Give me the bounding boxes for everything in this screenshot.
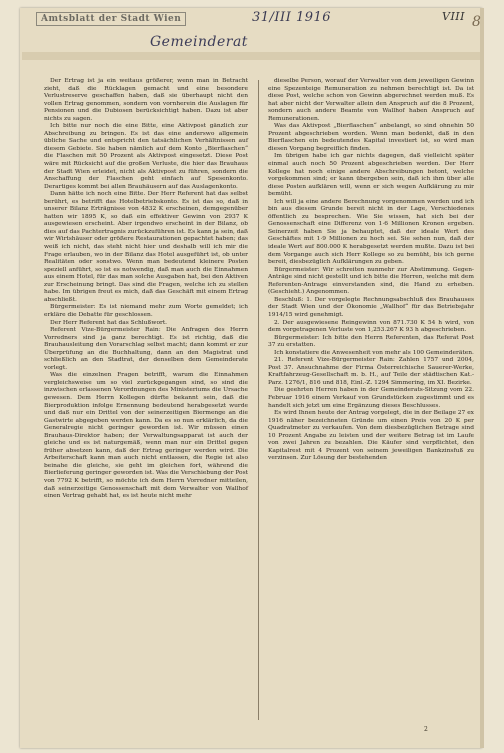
clipping-edge <box>480 8 484 748</box>
clipping-header <box>36 10 482 32</box>
paste-strip <box>22 52 482 60</box>
folio-number: 8 <box>472 14 482 30</box>
paragraph: Bürgermeister: Wir schreiten nunmehr zur Abstimmung. Gegen-Anträge sind nicht gestellt und ich bitte die Herren, welche mit dem Referenten-Antrage einverstanden sind, die Hand zu erheben. (Geschieht.) Angenommen. <box>268 266 474 296</box>
paragraph: Ich bitte nur noch die eine Bitte, eine Aktivpost gänzlich zur Abschreibung zu bringen. Es ist das eine anderswo allgemein übliche Sache und entspricht den tatsächlichen Verhältnissen auf diesem Gebiete. Sie haben nämlich auf dem Konto „Bierflaschen“ die Flaschen mit 50 Prozent als Aktivpost eingesetzt. Diese Post wäre mit Rücksicht auf die großen Verluste, die hier das Brauhaus der Stadt Wien erleidet, nicht als Aktivpost zu führen, sondern die Anschaffung der Flaschen geht einfach auf Spesenkonto. Derartiges kommt bei allen Brauhäusern auf das Auslagenkonto. <box>44 123 248 190</box>
paragraph: 2. Der ausgewiesene Reingewinn von 871.730 K 54 h wird, von dem vorgetragenen Verluste von 1,253.267 K 93 h abgeschrieben. <box>268 319 474 334</box>
archive-stamp: Amtsblatt der Stadt Wien <box>36 12 186 26</box>
paragraph: Der Herr Referent hat das Schlußwort. <box>50 319 168 326</box>
paragraph: 21. Referent Vize-Bürgermeister Rain: Zahlen 1757 und 2004, Post 37. Ansuchnahme der Firma Österreichische Sauerer-Werke, Kraftfahrzeug-Gesellschaft m. b. H., auf Teile der städtischen Kat.-Parz. 1276/1, 816 und 818, Einl.-Z. 1294 Simmering, im XI. Bezirke. <box>268 357 474 386</box>
paragraph: Der Ertrag ist ja ein weitaus größerer, wenn man in Betracht zieht, daß die Rücklagen gemacht und eine besondere Verlustreserve geschaffen haben, daß sie überhaupt nicht den vollen Ertrag genommen, sondern von vornherein die Auslagen für Pensionen und die Dubiosen berücksichtigt haben. Dazu ist aber nichts zu sagen. <box>44 78 248 122</box>
paragraph: Die geehrten Herren haben in der Gemeinderats-Sitzung vom 22. Februar 1916 einem Verkauf von Grundstücken zugestimmt und es handelt sich jetzt um eine Ergänzung dieses Beschlusses. <box>268 387 474 409</box>
paragraph: Was das Aktivpost „Bierflaschen“ anbelangt, so sind ohnehin 50 Prozent abgeschrieben worden. Wenn man bedenkt, daß in den Bierflaschen ein bedeutendes Kapital investiert ist, so wird man diesen Vorgang begreiflich finden. <box>268 123 474 152</box>
left-column <box>44 78 248 501</box>
column-rule <box>258 80 259 720</box>
right-column <box>268 78 474 463</box>
paragraph: Was die einzelnen Fragen betrifft, warum die Einnahmen vergleichsweise um so viel zurückgegangen sind, so sind die inzwischen erlassenen Verordnungen des Ministeriums die Ursache gewesen. Dem Herrn Kollegen dürfte bekannt sein, daß die Bierproduktion infolge Ernennung bedeutend herabgesetzt wurde und daß nur ein Drittel von der seinerzeitigen Biermenge an die Gastwirte abgegeben werden kann. Da es so nun erklärlich, da die Generalregie nicht geringer geworden ist. Wir müssen einen Brauhaus-Direktor haben; der Verwaltungsapparat ist auch der gleiche und es ist naturgemäß, wenn man nur ein Drittel gegen früher absetzen kann, daß der Ertrag geringer werden wird. Die Arbeiterschaft kann man auch nicht entlassen, die Regie ist also beinahe die gleiche, sie geht im gleichen fort, während die Bierlieferung geringer geworden ist. Was die Verschiebung der Post von 7792 K betrifft, so möchte ich dem Herrn Vorredner mitteilen, daß seinerzeitige Genossenschaft mit dem Verwalter von Wallhof einen Vertrag gehabt hat, es ist heute nicht mehr <box>44 372 248 500</box>
paragraph: Bürgermeister: Es ist niemand mehr zum Worte gemeldet; ich erkläre die Debatte für geschlossen. <box>44 304 248 318</box>
handwritten-date: 31/III 1916 <box>252 10 332 25</box>
volume-numeral: VIII <box>442 10 465 23</box>
paragraph: Dann hätte ich noch eine Bitte. Der Herr Referent hat das selbst berührt, es betrifft das Hotelbetriebskonto. Es ist das so, daß in unserer Bilanz Erträgnisse von 4832 K erscheinen, demgegenüber hatten wir 1895 K, so daß ein effektiver Gewinn von 2937 K ausgewiesen erscheint. Aber irgendwo erscheint in der Bilanz, ob dies auf das Pachtertragnis zurückzuführen ist. Es kann ja sein, daß wir Wirtshäuser oder größere Restaurationen gepachtet haben; das weiß ich nicht, das steht nicht hier und deshalb will ich mir die Frage erlauben, wo in der Bilanz das Hotel ausgeführt ist, ob unter Realitäten oder sonstwo. Wenn man bedeutend kleinere Posten speziell anführt, so ist es notwendig, daß man auch die Einnahmen aus einem Hotel, für das man solche Ausgaben hat, bei den Aktiven zur Erscheinung bringt. Das sind die Fragen, welche ich zu stellen habe. Im übrigen freut es mich, daß das Geschäft mit einem Ertrag abschließt. <box>44 191 248 303</box>
paragraph: Referent Vize-Bürgermeister Rain: Die Anfragen des Herrn Vorredners sind ja ganz berechtigt. Es ist richtig, daß die Brauhausleitung den Vorarschlag selbst macht; dann kommt er zur Überprüfung an die Buchhaltung, dann an den Magistrat und schließlich an den Stadtrat, der denselben dem Gemeinderate vorlegt. <box>44 327 248 371</box>
paragraph: Bürgermeister: Ich bitte den Herrn Referenten, das Referat Post 37 zu erstatten. <box>268 334 474 349</box>
page-number: 2 <box>424 726 428 733</box>
paragraph: Beschluß: 1. Der vorgelegte Rechnungsabschluß des Brauhauses der Stadt Wien und der Ökonomie „Wallhof“ für das Betriebsjahr 1914/15 wird genehmigt. <box>268 296 474 318</box>
paragraph: dieselbe Person, worauf der Verwalter von dem jeweiligen Gewinn eine Spezenteige Remuneration zu nehmen berechtigt ist. Da ist diese Post, welche schon von Gewinn abgerechnet werden muß. Es hat aber nicht der Verwalter allein den Anspruch auf die 8 Prozent, sondern auch andere Beamte von Wallhof haben Anspruch auf Remunerationen. <box>268 78 474 122</box>
paragraph: Ich will ja eine andere Berechnung vorgenommen werden und ich bin aus diesem Grunde bereit nicht in der Lage, Verschiedenes öffentlich zu besprechen. Wie Sie wissen, hat sich bei der Genossenschaft eine Differenz von 1·6 Millionen Kronen ergeben. Seinerzeit haben Sie ja behauptet, daß der ideale Wert des Geschäftes mit 1·9 Millionen zu hoch sei. Sie sehen nun, daß der ideale Wert auf 800.000 K herabgesetzt werden mußte. Dazu ist bei dem Vorgange auch sich Herr Kollege so zu bemüht, bis ich gerne bereit, diesbezüglich Aufklärungen zu geben. <box>268 198 474 266</box>
paragraph: Es wird Ihnen heute der Antrag vorgelegt, die in der Beilage 27 ex 1916 näher bezeichneten Gründe um einen Preis von 20 K per Quadratmeter zu verkaufen. Von dem diesbezüglichen Betrage sind 10 Prozent Angabe zu leisten und der weitere Betrag ist im Laufe von zwei Jahren zu bezahlen. Die Käufer sind verpflichtet, den Kapitalrest mit 4 Prozent von seinem jeweiligen Bankzinsfuß zu verzinsen. Zur Lösung der bestehenden <box>268 410 474 462</box>
paragraph: Ich konstatiere die Anwesenheit von mehr als 100 Gemeinderäten. <box>274 349 474 356</box>
handwritten-title: Gemeinderat <box>150 34 248 50</box>
paragraph: Im übrigen habe ich gar nichts dagegen, daß vielleicht später einmal auch noch 50 Prozent abgeschrieben werden. Der Herr Kollege hat noch einige andere Abschreibungen betont, welche vorgekommen sind; er kann übergeben sein, daß ich ihm über alle diese Posten aufklären will, wenn er sich wegen Aufklärung zu mir bemüht. <box>268 153 474 198</box>
